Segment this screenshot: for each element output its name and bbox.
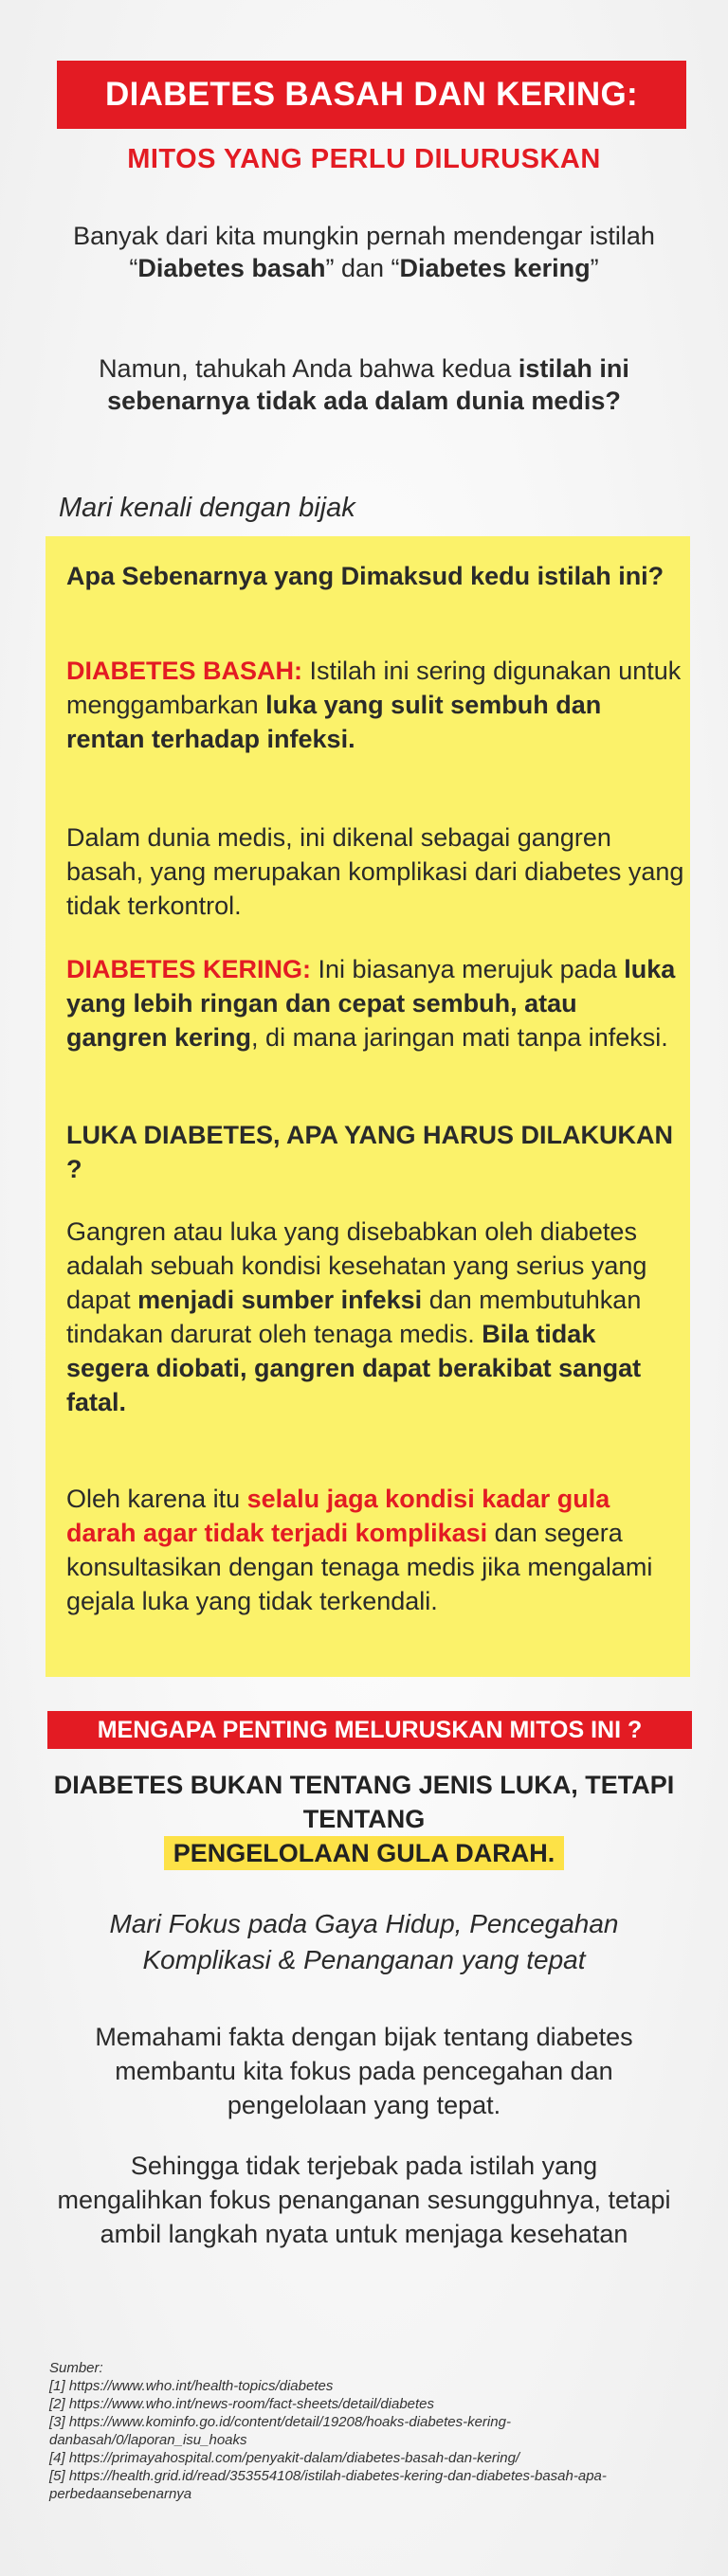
- diabetes-kering-paragraph: DIABETES KERING: Ini biasanya merujuk pada luka yang lebih ringan dan cepat sembuh, atau gangren kering, di mana jaringan mati tanpa infeksi.: [66, 955, 676, 1052]
- gangren-paragraph: Gangren atau luka yang disebabkan oleh diabetes adalah sebuah kondisi kesehatan yang serius yang dapat menjadi sumber infeksi dan membutuhkan tindakan darurat oleh tenaga medis. Bila tidak segera diobati, gangren dapat berakibat sangat fatal.: [66, 1217, 647, 1416]
- title-banner: [57, 61, 686, 129]
- intro-paragraph-2: Namun, tahukah Anda bahwa kedua istilah ini sebenarnya tidak ada dalam dunia medis?: [99, 354, 629, 415]
- key-message-highlight-wrap: [0, 1836, 728, 1870]
- page-title: DIABETES BASAH DAN KERING:: [105, 76, 638, 113]
- why-banner-label: MENGAPA PENTING MELURUSKAN MITOS INI ?: [97, 1716, 643, 1743]
- source-item: [5] https://health.grid.id/read/353554108/istilah-diabetes-kering-dan-diabetes-basah-apa-perbedaansebenarnya: [49, 2468, 607, 2502]
- closing-paragraph-2: Sehingga tidak terjebak pada istilah yang mengalihkan fokus penanganan sesungguhnya, tetapi ambil langkah nyata untuk menjaga kesehatan: [57, 2152, 671, 2248]
- gangren-basah-paragraph: Dalam dunia medis, ini dikenal sebagai gangren basah, yang merupakan komplikasi dari diabetes yang tidak terkontrol.: [66, 823, 684, 920]
- page-subtitle: MITOS YANG PERLU DILURUSKAN: [127, 144, 601, 174]
- sources-label: Sumber:: [49, 2360, 103, 2376]
- closing-paragraph-1: Memahami fakta dengan bijak tentang diabetes membantu kita fokus pada pencegahan dan pengelolaan yang tepat.: [95, 2023, 633, 2119]
- source-item: [4] https://primayahospital.com/penyakit-dalam/diabetes-basah-dan-kering/: [49, 2450, 520, 2466]
- advice-paragraph: Oleh karena itu selalu jaga kondisi kadar gula darah agar tidak terjadi komplikasi dan segera konsultasikan dengan tenaga medis jika mengalami gejala luka yang tidak terkendali.: [66, 1485, 653, 1615]
- section-kicker: Mari kenali dengan bijak: [59, 493, 355, 523]
- source-item: [3] https://www.kominfo.go.id/content/detail/19208/hoaks-diabetes-kering-danbasah/0/laporan_isu_hoaks: [49, 2414, 511, 2448]
- intro-paragraph-1: Banyak dari kita mungkin pernah mendengar istilah “Diabetes basah” dan “Diabetes kering”: [73, 222, 655, 282]
- key-message-highlight: PENGELOLAAN GULA DARAH.: [164, 1836, 565, 1870]
- source-item: [2] https://www.who.int/news-room/fact-sheets/detail/diabetes: [49, 2396, 435, 2412]
- key-message-heading: DIABETES BUKAN TENTANG JENIS LUKA, TETAPI TENTANG: [53, 1771, 675, 1833]
- sources-list: [49, 2359, 703, 2503]
- diabetes-basah-paragraph: DIABETES BASAH: Istilah ini sering digunakan untuk menggambarkan luka yang sulit sembuh dan rentan terhadap infeksi.: [66, 657, 682, 753]
- source-item: [1] https://www.who.int/health-topics/diabetes: [49, 2378, 334, 2394]
- panel-question-1: Apa Sebenarnya yang Dimaksud kedu istilah ini?: [66, 562, 664, 590]
- why-banner: [47, 1711, 692, 1749]
- panel-question-2: LUKA DIABETES, APA YANG HARUS DILAKUKAN ?: [66, 1121, 674, 1183]
- focus-statement: Mari Fokus pada Gaya Hidup, Pencegahan Komplikasi & Penanganan yang tepat: [109, 1909, 619, 1974]
